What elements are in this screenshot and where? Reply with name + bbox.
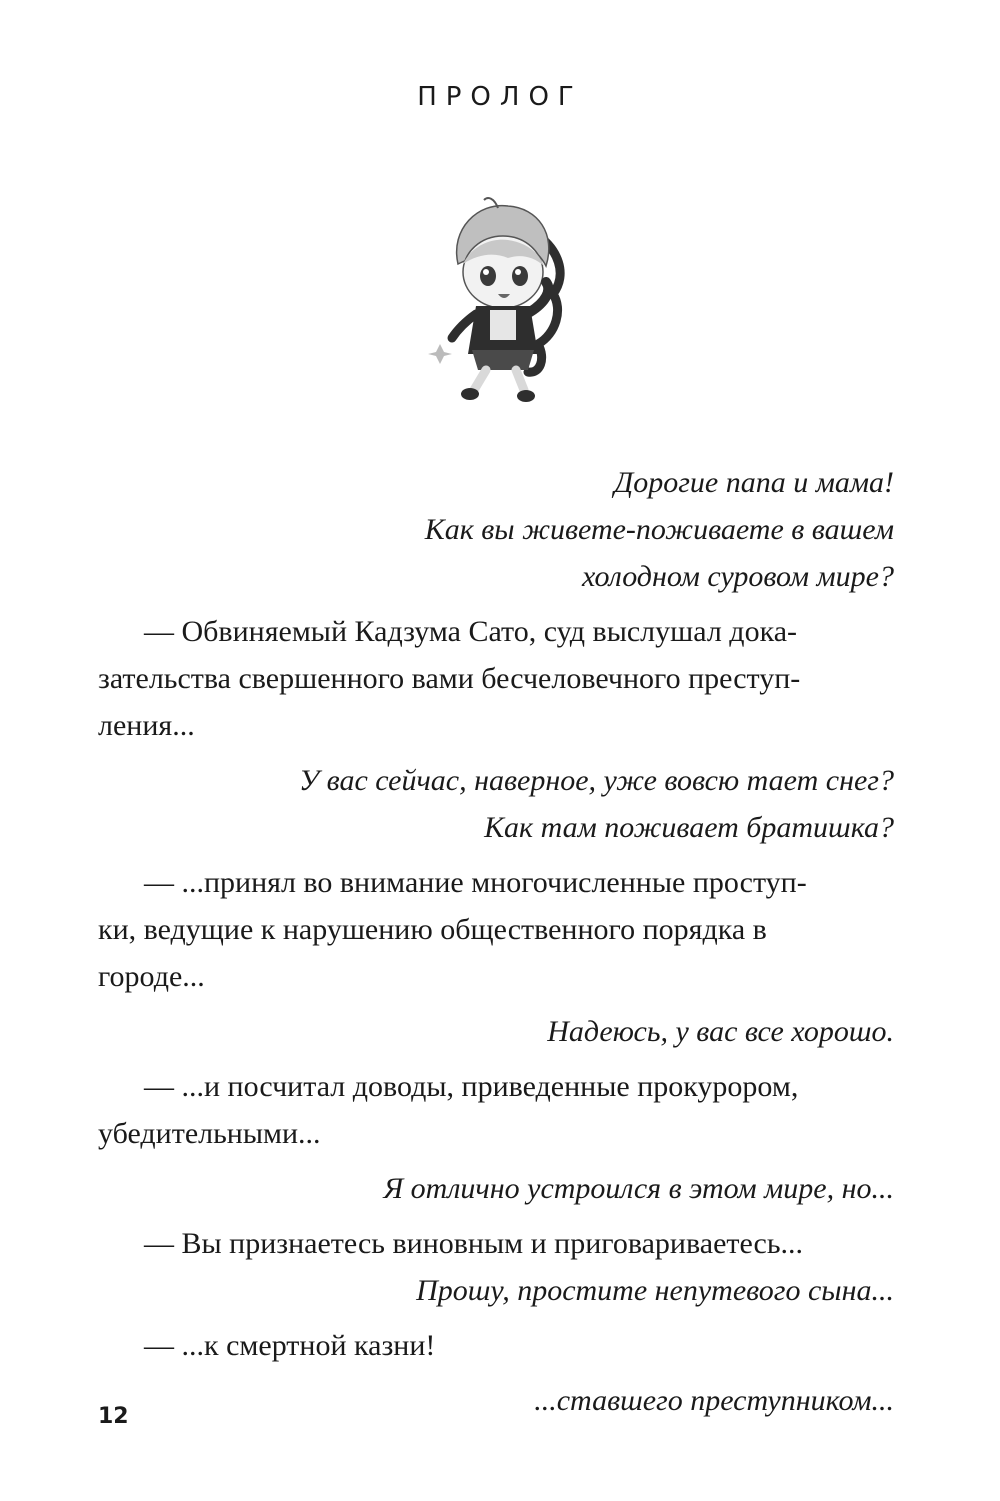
letter-passage: Прошу, простите непутевого сына... (416, 1274, 894, 1307)
letter-passage: У вас сейчас, наверное, уже вовсю тает снег? Как там поживает братишка? (298, 764, 894, 844)
court-passage: — ...принял во внимание многочисленные проступ- ки, ведущие к нарушению общественного порядка в городе... (98, 866, 807, 993)
chapter-title: ПРОЛОГ (417, 82, 583, 112)
letter-passage: ...ставшего преступником... (534, 1384, 894, 1417)
court-passage: — Вы признаетесь виновным и приговариваетесь... (144, 1227, 804, 1260)
chibi-character-illustration (428, 194, 578, 404)
court-passage: — ...к смертной казни! (144, 1329, 436, 1362)
letter-passage: Дорогие папа и мама! Как вы живете-поживаете в вашем холодном суровом мире? (424, 466, 894, 593)
page-number: 12 (98, 1404, 129, 1429)
letter-passage: Надеюсь, у вас все хорошо. (547, 1015, 894, 1048)
court-passage: — Обвиняемый Кадзума Сато, суд выслушал дока- зательства свершенного вами бесчеловечного преступ- ления... (98, 615, 801, 742)
court-passage: — ...и посчитал доводы, приведенные прокурором, убедительными... (98, 1070, 799, 1150)
prologue-text (98, 459, 894, 1424)
letter-passage: Я отлично устроился в этом мире, но... (383, 1172, 894, 1205)
